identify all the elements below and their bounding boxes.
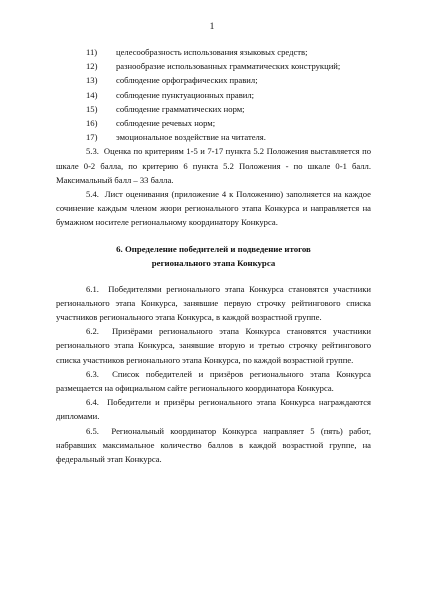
list-item-number: 12) <box>86 61 98 72</box>
list-item-text: соблюдение пунктуационных правил; <box>116 89 255 100</box>
list-item-number: 16) <box>86 118 98 129</box>
list-item-number: 17) <box>86 132 98 143</box>
paragraph-5-3: 5.3. Оценка по критериям 1-5 и 7-17 пункта 5.2 Положения выставляется по шкале 0-2 балла, по критерию 6 пункта 5.2 Положения - по шкале 0-1 балл. Максимальный балл – 33 балла. <box>56 146 371 185</box>
list-item-number: 14) <box>86 89 98 100</box>
section-heading <box>56 242 371 270</box>
list-item <box>56 88 371 102</box>
section-heading-line-1: 6. Определение победителей и подведение итогов <box>116 243 311 254</box>
paragraph-6-4: 6.4. Победители и призёры регионального этапа Конкурса награждаются дипломами. <box>56 397 371 422</box>
list-item-number: 13) <box>86 75 98 86</box>
list-item-text: эмоциональное воздействие на читателя. <box>116 132 266 143</box>
section-heading-line-2: регионального этапа Конкурса <box>151 257 276 268</box>
list-item-text: целесообразность использования языковых средств; <box>116 47 308 57</box>
list-item-text: соблюдение грамматических норм; <box>116 103 245 114</box>
paragraph-6-5: 6.5. Региональный координатор Конкурса направляет 5 (пять) работ, набравших максимальное количество баллов в каждой возрастной группе, на федеральный этап Конкурса. <box>56 425 371 465</box>
list-item <box>56 130 371 144</box>
paragraph-6-2: 6.2. Призёрами регионального этапа Конкурса становятся участники регионального этапа Конкурса, занявшие вторую и третью строчку рейтингового списка участников регионального этапа Конкурса, по каждой возрастной группе. <box>56 326 371 365</box>
list-item-text: разнообразие использованных грамматических конструкций; <box>116 61 341 72</box>
list-item <box>56 45 371 59</box>
list-item <box>56 59 371 73</box>
paragraph-6-1: 6.1. Победителями регионального этапа Конкурса становятся участники регионального этапа Конкурса, занявшие первую строчку рейтингового списка участников регионального этапа Конкурса, в каждой возрастной группе. <box>56 283 371 323</box>
list-item-number: 15) <box>86 103 98 114</box>
paragraph-5-4: 5.4. Лист оценивания (приложение 4 к Положению) заполняется на каждое сочинение каждым членом жюри регионального этапа Конкурса и направляется на бумажном носителе региональному координатору Конкурса. <box>56 189 371 228</box>
criteria-list <box>56 45 371 144</box>
list-item-text: соблюдение речевых норм; <box>116 118 216 129</box>
list-item-number: 11) <box>86 47 98 57</box>
list-item-text: соблюдение орфографических правил; <box>116 75 258 86</box>
document-body <box>56 45 371 466</box>
list-item <box>56 102 371 116</box>
list-item <box>56 73 371 87</box>
list-item <box>56 116 371 130</box>
paragraph-6-3: 6.3. Список победителей и призёров регионального этапа Конкурса размещается на официальном сайте регионального координатора Конкурса. <box>56 368 371 394</box>
page-number: 1 <box>209 22 215 32</box>
